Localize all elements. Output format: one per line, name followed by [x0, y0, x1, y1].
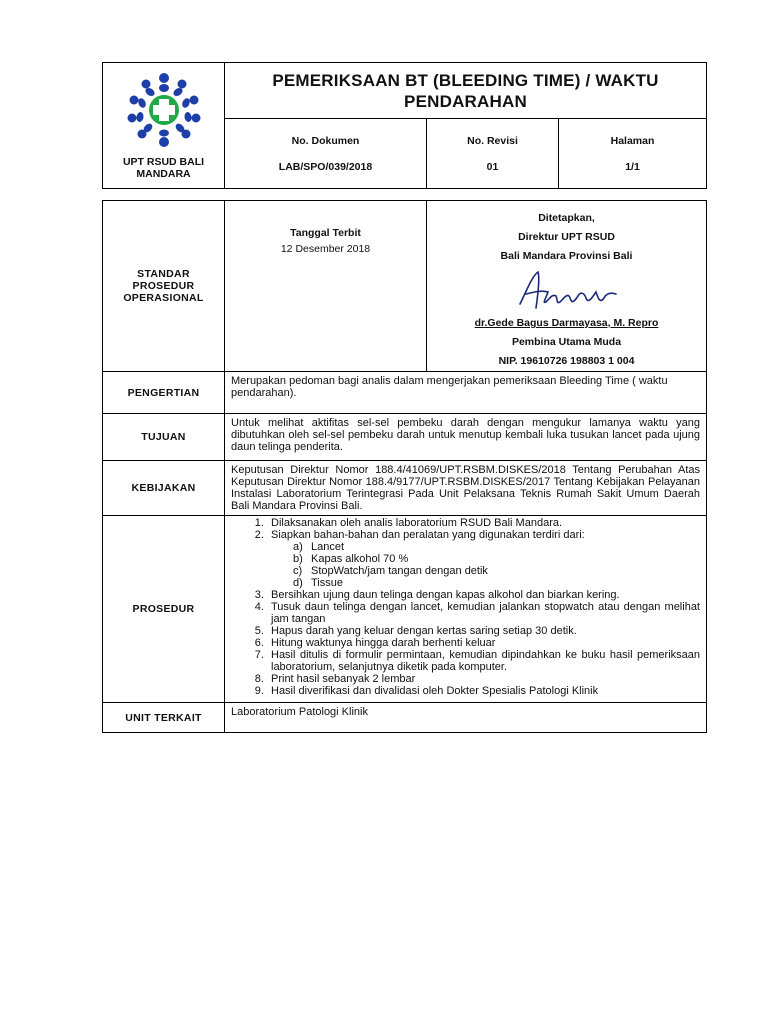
sop-side-line1: STANDAR	[137, 268, 190, 280]
sop-side-line2: PROSEDUR	[132, 280, 195, 292]
material-item	[293, 541, 700, 553]
sop-side-label	[103, 201, 225, 372]
doc-number-cell	[225, 119, 427, 189]
title-line2: PENDARAHAN	[404, 91, 527, 111]
material-text: StopWatch/jam tangan dengan detik	[311, 565, 488, 577]
signer-rank: Pembina Utama Muda	[511, 336, 622, 348]
unit-terkait-label: UNIT TERKAIT	[103, 703, 225, 733]
material-item	[293, 577, 700, 589]
sop-side-line3: OPERASIONAL	[123, 292, 204, 304]
issue-date-value: 12 Desember 2018	[280, 243, 371, 255]
material-marker: c)	[293, 565, 303, 577]
material-marker: a)	[293, 541, 303, 553]
approved-line3: Bali Mandara Provinsi Bali	[500, 250, 633, 262]
sop-row	[103, 201, 707, 372]
kebijakan-label: KEBIJAKAN	[103, 461, 225, 516]
pengertian-label: PENGERTIAN	[103, 372, 225, 414]
doc-number-label: No. Dokumen	[291, 134, 360, 147]
revision-label: No. Revisi	[467, 134, 518, 147]
prosedur-content	[225, 516, 707, 703]
tujuan-label: TUJUAN	[103, 414, 225, 461]
hospital-logo-icon	[118, 72, 210, 152]
logo-cross	[149, 95, 179, 125]
revision-value: 01	[486, 160, 499, 173]
unit-name	[103, 156, 224, 180]
unit-name-line1: UPT RSUD BALI	[122, 155, 205, 168]
unit-terkait-text: Laboratorium Patologi Klinik	[225, 703, 707, 733]
kebijakan-row	[103, 461, 707, 516]
approved-line2: Direktur UPT RSUD	[518, 231, 615, 243]
page-label: Halaman	[610, 134, 655, 147]
revision-cell	[427, 119, 559, 189]
procedure-step: 8. Print hasil sebanyak 2 lembar	[267, 673, 700, 685]
issue-date-label: Tanggal Terbit	[290, 227, 361, 239]
page-value: 1/1	[625, 160, 640, 173]
approval-cell	[427, 201, 707, 372]
procedure-step: 6. Hitung waktunya hingga darah berhenti keluar	[267, 637, 700, 649]
prosedur-row	[103, 516, 707, 703]
page-cell	[559, 119, 707, 189]
sop-body	[102, 200, 707, 733]
signer-name: dr.Gede Bagus Darmayasa, M. Repro	[474, 317, 659, 329]
unit-name-line2: MANDARA	[136, 167, 191, 180]
material-text: Kapas alkohol 70 %	[311, 553, 409, 565]
materials-list	[271, 541, 700, 589]
doc-number-value: LAB/SPO/039/2018	[278, 160, 373, 173]
procedure-step: 7. Hasil ditulis di formulir permintaan, kemudian dipindahkan ke buku hasil pemeriksaan laboratorium, selanjutnya diketik pada komputer.	[267, 649, 700, 673]
document-title	[225, 63, 707, 119]
issue-date-cell	[225, 201, 427, 372]
tujuan-text: Untuk melihat aktifitas sel-sel pembeku darah dengan mengukur lamanya waktu yang dibutuhkan oleh sel-sel pembeku darah untuk menutup kembali luka tusukan lancet pada ujung daun telinga penderita.	[225, 414, 707, 461]
procedure-list	[231, 517, 700, 697]
tujuan-row	[103, 414, 707, 461]
procedure-step: 3. Bersihkan ujung daun telinga dengan kapas alkohol dan biarkan kering.	[267, 589, 700, 601]
prosedur-label: PROSEDUR	[103, 516, 225, 703]
material-text: Lancet	[311, 541, 345, 553]
approved-line1: Ditetapkan,	[538, 212, 595, 224]
title-line1: PEMERIKSAAN BT (BLEEDING TIME) / WAKTU	[272, 70, 659, 90]
kebijakan-text: Keputusan Direktur Nomor 188.4/41069/UPT.RSBM.DISKES/2018 Tentang Perubahan Atas Keputusan Direktur Nomor 188.4/9177/UPT.RSBM.DISKES/2017 Tentang Kebijakan Pelayanan Instalasi Laboratorium Terintegrasi Pada Unit Pelaksana Teknis Rumah Sakit Umum Daerah Bali Mandara Provinsi Bali.	[225, 461, 707, 516]
material-item	[293, 553, 700, 565]
procedure-step: 5. Hapus darah yang keluar dengan kertas saring setiap 30 detik.	[267, 625, 700, 637]
director-signature	[512, 268, 622, 314]
pengertian-text: Merupakan pedoman bagi analis dalam mengerjakan pemeriksaan Bleeding Time ( waktu pendarahan).	[225, 372, 707, 414]
logo-cell	[103, 63, 225, 189]
procedure-step: 4. Tusuk daun telinga dengan lancet, kemudian jalankan stopwatch atau dengan melihat jam tangan	[267, 601, 700, 625]
procedure-step-text: Siapkan bahan-bahan dan peralatan yang digunakan terdiri dari:	[271, 529, 585, 541]
material-text: Tissue	[311, 577, 343, 589]
material-marker: d)	[293, 577, 303, 589]
material-item	[293, 565, 700, 577]
procedure-step	[267, 529, 700, 589]
pengertian-row	[103, 372, 707, 414]
unit-terkait-row	[103, 703, 707, 733]
procedure-step: 1. Dilaksanakan oleh analis laboratorium RSUD Bali Mandara.	[267, 517, 700, 529]
signer-nip: NIP. 19610726 198803 1 004	[498, 355, 635, 367]
document-header	[102, 62, 707, 189]
procedure-step: 9. Hasil diverifikasi dan divalidasi oleh Dokter Spesialis Patologi Klinik	[267, 685, 700, 697]
material-marker: b)	[293, 553, 303, 565]
